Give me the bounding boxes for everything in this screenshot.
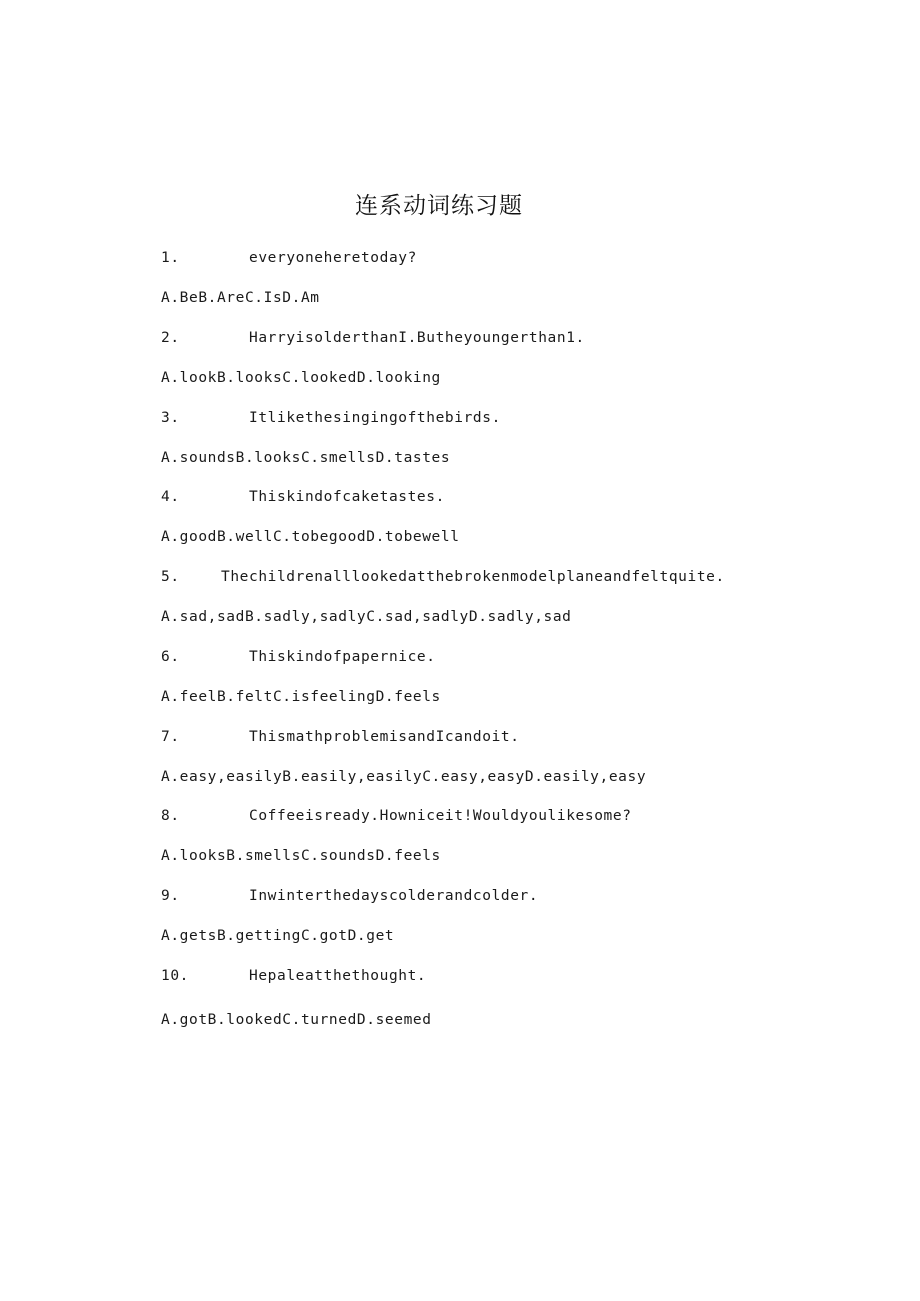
question-number: 8.	[161, 808, 180, 824]
question-1-options: A.BeB.AreC.IsD.Am	[161, 290, 320, 306]
question-9-options: A.getsB.gettingC.gotD.get	[161, 928, 395, 944]
question-2	[161, 330, 585, 346]
question-7	[161, 729, 520, 745]
question-9	[161, 888, 538, 904]
question-5-options: A.sad,sadB.sadly,sadlyC.sad,sadlyD.sadly,sad	[161, 609, 572, 625]
question-number: 1.	[161, 250, 180, 266]
document-title: 连系动词练习题	[355, 193, 523, 219]
question-3	[161, 410, 501, 426]
question-text: Inwinterthedayscolderandcolder.	[249, 888, 539, 904]
question-number: 9.	[161, 888, 180, 904]
question-10-options: A.gotB.lookedC.turnedD.seemed	[161, 1012, 432, 1028]
question-2-options: A.lookB.looksC.lookedD.looking	[161, 370, 441, 386]
question-text: ThismathproblemisandIcandoit.	[249, 729, 520, 745]
question-8	[161, 808, 632, 824]
question-6	[161, 649, 436, 665]
question-number: 2.	[161, 330, 180, 346]
question-number: 6.	[161, 649, 180, 665]
question-text: Hepaleatthethought.	[249, 968, 427, 984]
question-5	[161, 569, 725, 585]
question-number: 5.	[161, 569, 180, 585]
question-10	[161, 968, 426, 984]
question-4-options: A.goodB.wellC.tobegoodD.tobewell	[161, 529, 460, 545]
question-text: Thiskindofcaketastes.	[249, 489, 445, 505]
question-text: HarryisolderthanI.Butheyoungerthan1.	[249, 330, 585, 346]
question-text: everyoneheretoday?	[249, 250, 417, 266]
question-number: 3.	[161, 410, 180, 426]
question-text: Itlikethesingingofthebirds.	[249, 410, 501, 426]
question-number: 7.	[161, 729, 180, 745]
question-text: Thechildrenalllookedatthebrokenmodelplaneandfeltquite.	[221, 569, 725, 585]
question-number: 10.	[161, 968, 189, 984]
question-8-options: A.looksB.smellsC.soundsD.feels	[161, 848, 441, 864]
question-3-options: A.soundsB.looksC.smellsD.tastes	[161, 450, 451, 466]
question-7-options: A.easy,easilyB.easily,easilyC.easy,easyD.easily,easy	[161, 769, 647, 785]
question-4	[161, 489, 445, 505]
question-text: Coffeeisready.Howniceit!Wouldyoulikesome?	[249, 808, 632, 824]
question-text: Thiskindofpapernice.	[249, 649, 436, 665]
question-1	[161, 250, 417, 266]
question-number: 4.	[161, 489, 180, 505]
question-6-options: A.feelB.feltC.isfeelingD.feels	[161, 689, 441, 705]
